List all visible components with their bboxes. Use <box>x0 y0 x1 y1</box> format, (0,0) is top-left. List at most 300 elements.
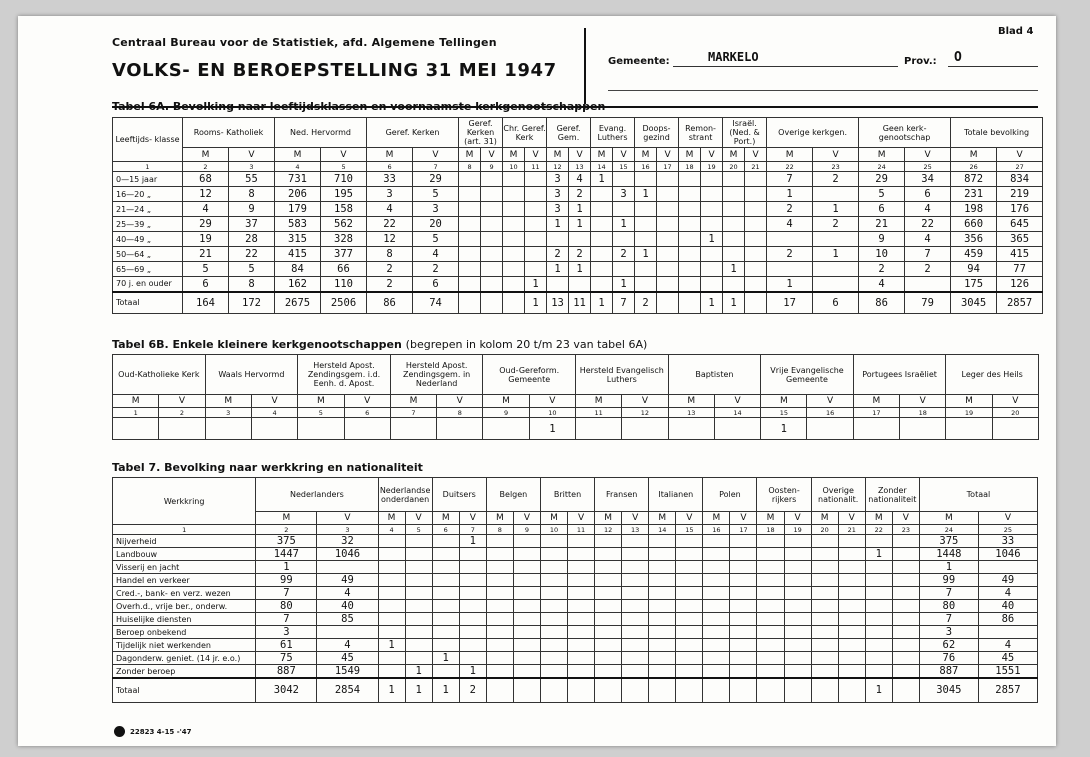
t7-cell <box>892 652 919 665</box>
t6b-col-num: 5 <box>298 408 344 418</box>
t7-cell <box>540 535 567 548</box>
t6a-cell: 6 <box>413 277 459 292</box>
t6a-row-label: 70 j. en ouder <box>113 277 183 292</box>
t7-cell <box>676 652 703 665</box>
t6a-cell <box>701 172 723 187</box>
t7-cell: 1 <box>378 639 405 652</box>
t6a-total-cell: 11 <box>569 292 591 314</box>
t6a-total-cell: 2506 <box>321 292 367 314</box>
t6a-row-label: 16—20 „ <box>113 187 183 202</box>
t7-mv-cell: V <box>730 512 757 525</box>
t7-total-cell: 2 <box>459 678 486 702</box>
t7-group-header: Totaal <box>919 478 1037 512</box>
t6a-label-header: Leeftijds- klasse <box>113 118 183 162</box>
t7-total-cell <box>730 678 757 702</box>
t6a-cell <box>745 262 767 277</box>
t7-cell <box>378 613 405 626</box>
t6a-col-num: 15 <box>613 162 635 172</box>
gemeente-label: Gemeente: <box>608 56 670 67</box>
t6a-mv-cell: M <box>679 148 701 162</box>
t7-cell <box>540 652 567 665</box>
t7-cell: 3 <box>919 626 978 639</box>
t7-cell <box>622 535 649 548</box>
t6a-cell <box>723 172 745 187</box>
t6b-mv-cell: V <box>714 395 760 408</box>
t7-cell <box>432 639 459 652</box>
t6a-cell <box>525 262 547 277</box>
t7-col-num: 13 <box>622 525 649 535</box>
t7-cell <box>703 574 730 587</box>
t7-total-cell: 1 <box>405 678 432 702</box>
t6a-cell <box>525 247 547 262</box>
t7-cell <box>595 535 622 548</box>
t6b-col-num: 3 <box>205 408 251 418</box>
t7-cell: 4 <box>317 587 378 600</box>
t7-cell <box>432 587 459 600</box>
t6a-cell: 6 <box>183 277 229 292</box>
t7-cell <box>676 535 703 548</box>
t7-cell <box>649 652 676 665</box>
t7-cell <box>405 626 432 639</box>
t6a-cell: 19 <box>183 232 229 247</box>
t6a-col-num: 9 <box>481 162 503 172</box>
t7-mv-cell: V <box>513 512 540 525</box>
t7-col-num: 2 <box>256 525 317 535</box>
gemeente-value: MARKELO <box>708 50 759 64</box>
t6a-cell: 84 <box>275 262 321 277</box>
t7-cell: 1 <box>865 548 892 561</box>
t6a-group-row <box>113 118 1043 148</box>
t7-cell <box>378 574 405 587</box>
t6a-row <box>113 262 1043 277</box>
t6a-cell <box>813 232 859 247</box>
t7-cell <box>811 639 838 652</box>
t6a-cell <box>591 217 613 232</box>
t6a-row <box>113 277 1043 292</box>
t7-cell <box>513 600 540 613</box>
t6a-col-num: 16 <box>635 162 657 172</box>
t6a-cell <box>701 217 723 232</box>
t6b-mv-cell: V <box>529 395 575 408</box>
t6b-mv-cell: M <box>483 395 529 408</box>
t6a-total-cell <box>459 292 481 314</box>
t6a-row-label: 0—15 jaar <box>113 172 183 187</box>
t6a-cell <box>723 187 745 202</box>
t7-mv-cell: V <box>784 512 811 525</box>
t7-total-cell <box>892 678 919 702</box>
t7-cell: 4 <box>978 639 1037 652</box>
t6a-total-cell: 74 <box>413 292 459 314</box>
t6a-mv-cell: V <box>413 148 459 162</box>
t6a-cell <box>481 262 503 277</box>
t6b-num-row <box>113 408 1039 418</box>
t7-cell <box>811 613 838 626</box>
t6b-group-header: Hersteld Evangelisch Luthers <box>576 355 669 395</box>
t6b-title: Tabel 6B. Enkele kleinere kerkgenootschappen <box>112 338 402 351</box>
t7-cell: 40 <box>978 600 1037 613</box>
t7-cell <box>486 587 513 600</box>
t7-mv-cell: V <box>459 512 486 525</box>
t7-group-header: Belgen <box>486 478 540 512</box>
t7-col-num: 1 <box>113 525 256 535</box>
t6a-cell <box>525 172 547 187</box>
t6a-col-num: 18 <box>679 162 701 172</box>
t6a-mv-cell: V <box>481 148 503 162</box>
t6a-cell: 219 <box>997 187 1043 202</box>
t7-cell <box>730 535 757 548</box>
t7-total-cell <box>595 678 622 702</box>
t7-cell <box>622 613 649 626</box>
t7-row <box>113 665 1038 679</box>
t6b-mv-cell: M <box>576 395 622 408</box>
t6a-cell <box>679 217 701 232</box>
t7-cell <box>676 574 703 587</box>
t6a-cell <box>481 187 503 202</box>
t7-cell <box>486 652 513 665</box>
t7-cell <box>595 574 622 587</box>
t6a-mv-cell: V <box>813 148 859 162</box>
t6a-mv-cell: M <box>367 148 413 162</box>
t6b-col-num: 15 <box>761 408 807 418</box>
t6b-mv-cell: M <box>668 395 714 408</box>
t6a-mv-cell: V <box>997 148 1043 162</box>
t7-cell <box>865 600 892 613</box>
t7-cell <box>622 600 649 613</box>
t7-col-num: 10 <box>540 525 567 535</box>
t6a-cell: 1 <box>525 277 547 292</box>
t7-cell <box>459 613 486 626</box>
t7-cell <box>568 652 595 665</box>
t7-cell <box>730 639 757 652</box>
t7-total-cell <box>540 678 567 702</box>
t7-cell <box>811 652 838 665</box>
t7-cell <box>486 574 513 587</box>
t7-col-num: 16 <box>703 525 730 535</box>
t6a-cell: 1 <box>635 187 657 202</box>
t6a-cell <box>679 277 701 292</box>
t6a-cell <box>569 232 591 247</box>
t6b-cell <box>807 418 853 440</box>
t6b-mv-cell: V <box>251 395 297 408</box>
t7-cell <box>649 665 676 679</box>
t7-col-num: 6 <box>432 525 459 535</box>
t6a-cell <box>591 187 613 202</box>
t6a-cell: 2 <box>905 262 951 277</box>
t6a-cell: 3 <box>413 202 459 217</box>
t6b-cell <box>437 418 483 440</box>
t6b-group-header: Portugees Israëliet <box>853 355 946 395</box>
t7-cell <box>649 535 676 548</box>
t6a-cell: 2 <box>569 187 591 202</box>
t7-cell <box>892 613 919 626</box>
t6a-cell: 8 <box>229 187 275 202</box>
t6a-cell: 2 <box>367 262 413 277</box>
t6a-total-cell: 1 <box>723 292 745 314</box>
t7-total-cell <box>676 678 703 702</box>
t6a-cell: 4 <box>767 217 813 232</box>
t6a-mv-cell: V <box>613 148 635 162</box>
t6a-cell <box>635 172 657 187</box>
t6a-cell <box>503 232 525 247</box>
t6a-cell: 710 <box>321 172 367 187</box>
t7-cell <box>540 600 567 613</box>
t6a-col-num: 4 <box>275 162 321 172</box>
t6a-col-num: 7 <box>413 162 459 172</box>
t7-cell: 49 <box>317 574 378 587</box>
t6a-total-cell: 86 <box>367 292 413 314</box>
t6b-cell <box>668 418 714 440</box>
t7-cell <box>432 665 459 679</box>
t7-mv-cell: V <box>317 512 378 525</box>
t7-cell <box>892 535 919 548</box>
t6b-cell <box>714 418 760 440</box>
t7-cell <box>432 561 459 574</box>
t6a-group-header: Totale bevolking <box>951 118 1043 148</box>
t7-group-header: Zonder nationaliteit <box>865 478 919 512</box>
t7-group-header: Oosten- rijkers <box>757 478 811 512</box>
t6a-cell <box>525 202 547 217</box>
t7-cell <box>568 600 595 613</box>
t7-cell <box>540 665 567 679</box>
t6a-group-header: Geref. Gem. <box>547 118 591 148</box>
t6a-total-cell: 2 <box>635 292 657 314</box>
t7-cell <box>784 561 811 574</box>
t7-row-label: Zonder beroep <box>113 665 256 679</box>
t7-cell <box>378 548 405 561</box>
t6a-cell: 377 <box>321 247 367 262</box>
t7-cell <box>811 600 838 613</box>
t6a-cell: 4 <box>859 277 905 292</box>
t7-cell <box>595 652 622 665</box>
t7-cell <box>513 535 540 548</box>
t6a-cell <box>503 172 525 187</box>
t7-total-cell: 1 <box>378 678 405 702</box>
t7-col-num: 5 <box>405 525 432 535</box>
bureau-name: Centraal Bureau voor de Statistiek, afd. Algemene Tellingen <box>112 36 497 49</box>
census-form <box>18 16 1056 746</box>
t6a-cell: 365 <box>997 232 1043 247</box>
t6b-mv-cell: M <box>946 395 992 408</box>
t7-cell <box>838 561 865 574</box>
t6b-cell <box>946 418 992 440</box>
t6b-mv-cell: M <box>205 395 251 408</box>
t6a-cell <box>591 232 613 247</box>
t7-cell <box>838 639 865 652</box>
t7-cell <box>568 535 595 548</box>
t7-row-label: Handel en verkeer <box>113 574 256 587</box>
t7-cell <box>405 639 432 652</box>
t7-cell <box>378 587 405 600</box>
t7-cell <box>486 665 513 679</box>
t6a-cell: 3 <box>367 187 413 202</box>
t7-cell <box>757 561 784 574</box>
t7-cell <box>838 665 865 679</box>
t6a-col-num: 3 <box>229 162 275 172</box>
t7-col-num: 21 <box>838 525 865 535</box>
t7-cell: 75 <box>256 652 317 665</box>
t6a-mv-cell: M <box>183 148 229 162</box>
t7-cell <box>513 574 540 587</box>
t7-cell <box>432 548 459 561</box>
t7-row <box>113 600 1038 613</box>
t7-cell <box>459 600 486 613</box>
t6a-cell: 1 <box>813 202 859 217</box>
t6a-cell: 206 <box>275 187 321 202</box>
t7-cell <box>730 587 757 600</box>
t7-cell: 1549 <box>317 665 378 679</box>
t6a-cell <box>613 172 635 187</box>
t6a-total-cell: 13 <box>547 292 569 314</box>
t6a-cell <box>813 187 859 202</box>
t6a-cell <box>525 187 547 202</box>
t6a-cell: 1 <box>613 277 635 292</box>
t7-col-num: 22 <box>865 525 892 535</box>
t7-cell <box>649 613 676 626</box>
t6a-cell <box>547 232 569 247</box>
t7-cell: 1 <box>256 561 317 574</box>
table-7 <box>112 477 1038 703</box>
t7-col-num: 18 <box>757 525 784 535</box>
t7-mv-cell: M <box>811 512 838 525</box>
t7-cell <box>703 548 730 561</box>
t7-cell <box>486 639 513 652</box>
t7-row-label: Cred.-, bank- en verz. wezen <box>113 587 256 600</box>
t7-col-num: 7 <box>459 525 486 535</box>
t6a-cell: 1 <box>613 217 635 232</box>
t6a-cell <box>481 202 503 217</box>
t6a-group-header: Overige kerkgen. <box>767 118 859 148</box>
t6a-col-num: 27 <box>997 162 1043 172</box>
t6a-cell <box>745 172 767 187</box>
t6a-cell: 4 <box>183 202 229 217</box>
prov-value: O <box>954 50 962 65</box>
t7-cell <box>676 600 703 613</box>
t7-cell <box>730 548 757 561</box>
t7-cell <box>622 574 649 587</box>
t7-row <box>113 626 1038 639</box>
t6a-row-label: 40—49 „ <box>113 232 183 247</box>
t7-cell <box>838 600 865 613</box>
t6a-cell: 34 <box>905 172 951 187</box>
t6b-mv-cell: V <box>807 395 853 408</box>
t7-cell <box>459 639 486 652</box>
t7-cell <box>865 639 892 652</box>
t7-cell <box>595 548 622 561</box>
t7-cell: 1046 <box>978 548 1037 561</box>
t6a-cell: 645 <box>997 217 1043 232</box>
t6a-mv-cell: M <box>859 148 905 162</box>
t6a-cell <box>459 217 481 232</box>
t7-group-header: Polen <box>703 478 757 512</box>
t7-cell <box>730 665 757 679</box>
t7-cell: 375 <box>256 535 317 548</box>
t7-mv-cell: M <box>757 512 784 525</box>
t6b-cell <box>344 418 390 440</box>
t7-cell <box>757 639 784 652</box>
t7-num-row <box>113 525 1038 535</box>
t6a-cell: 8 <box>367 247 413 262</box>
t6a-total-cell: 1 <box>525 292 547 314</box>
t6a-total-cell: 164 <box>183 292 229 314</box>
t7-cell <box>892 587 919 600</box>
t7-total-cell <box>757 678 784 702</box>
t6a-cell <box>745 277 767 292</box>
t6b-cell <box>113 418 159 440</box>
t7-mv-cell: M <box>432 512 459 525</box>
t7-col-num: 17 <box>730 525 757 535</box>
t6a-cell: 1 <box>723 262 745 277</box>
t6a-col-num: 17 <box>657 162 679 172</box>
t6a-cell <box>723 247 745 262</box>
t7-cell <box>892 574 919 587</box>
t7-cell <box>784 587 811 600</box>
t7-cell <box>784 626 811 639</box>
t7-mv-cell: M <box>919 512 978 525</box>
t6a-cell <box>481 172 503 187</box>
t7-cell <box>486 613 513 626</box>
t6a-mv-cell: V <box>701 148 723 162</box>
t6a-cell: 179 <box>275 202 321 217</box>
t7-cell <box>378 626 405 639</box>
t6a-col-num: 10 <box>503 162 525 172</box>
t7-cell: 887 <box>919 665 978 679</box>
t6a-cell <box>635 262 657 277</box>
t7-cell <box>622 652 649 665</box>
t7-total-cell: 1 <box>432 678 459 702</box>
t6b-cell <box>159 418 205 440</box>
t7-mv-cell: V <box>676 512 703 525</box>
t7-cell: 61 <box>256 639 317 652</box>
t6a-col-num: 1 <box>113 162 183 172</box>
t7-cell <box>459 548 486 561</box>
t7-cell: 80 <box>919 600 978 613</box>
t7-cell <box>838 626 865 639</box>
t7-mv-cell: M <box>540 512 567 525</box>
t7-cell <box>811 535 838 548</box>
t6a-mv-cell: M <box>767 148 813 162</box>
t6a-cell: 1 <box>547 262 569 277</box>
t6a-cell: 5 <box>229 262 275 277</box>
t7-cell: 80 <box>256 600 317 613</box>
t7-cell <box>784 613 811 626</box>
t7-cell <box>568 561 595 574</box>
t7-total-cell: 1 <box>865 678 892 702</box>
t6b-col-num: 13 <box>668 408 714 418</box>
t6a-cell: 10 <box>859 247 905 262</box>
t7-cell <box>676 665 703 679</box>
t7-cell <box>317 561 378 574</box>
t6a-cell <box>679 187 701 202</box>
t6a-cell: 162 <box>275 277 321 292</box>
t6a-cell: 2 <box>367 277 413 292</box>
t6a-cell: 175 <box>951 277 997 292</box>
t6a-cell <box>635 232 657 247</box>
t6a-cell <box>459 277 481 292</box>
t6b-col-num: 16 <box>807 408 853 418</box>
t7-cell <box>595 600 622 613</box>
t7-cell <box>757 548 784 561</box>
t6a-cell: 110 <box>321 277 367 292</box>
t7-row-label: Visserij en jacht <box>113 561 256 574</box>
t7-mv-cell: M <box>486 512 513 525</box>
t7-cell: 4 <box>978 587 1037 600</box>
t6a-total-cell: 3045 <box>951 292 997 314</box>
t6b-mv-cell: V <box>992 395 1038 408</box>
t7-cell: 4 <box>317 639 378 652</box>
t6b-col-num: 9 <box>483 408 529 418</box>
t6b-col-num: 6 <box>344 408 390 418</box>
t6a-mv-cell: M <box>635 148 657 162</box>
